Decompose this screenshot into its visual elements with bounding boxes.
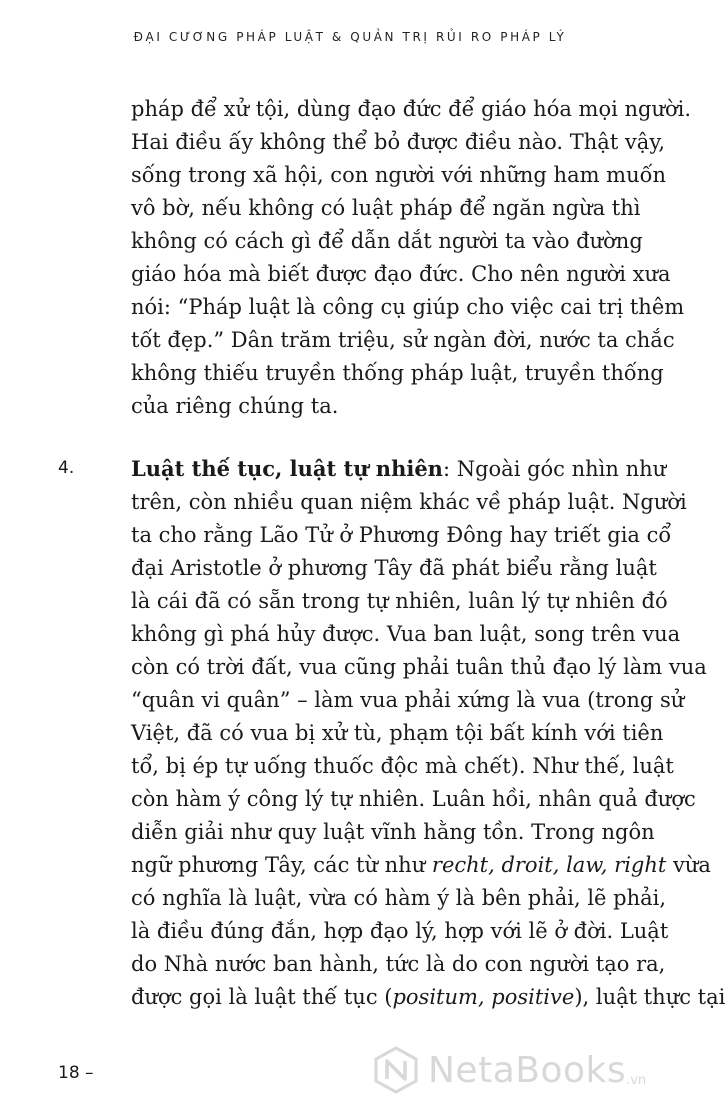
running-header: ĐẠI CƯƠNG PHÁP LUẬT & QUẢN TRỊ RỦI RO PHÁP LÝ	[133, 30, 567, 44]
paragraph-line: vô bờ, nếu không có luật pháp để ngăn ngừa thì	[131, 196, 641, 220]
section-line: có nghĩa là luật, vừa có hàm ý là bên phải, lẽ phải,	[131, 886, 667, 910]
section-line: Việt, đã có vua bị xử tù, phạm tội bất kính với tiên	[131, 721, 664, 745]
section-first-line: : Ngoài góc nhìn như	[442, 457, 667, 481]
paragraph-line: Hai điều ấy không thể bỏ được điều nào. Thật vậy,	[131, 130, 666, 154]
watermark	[372, 1040, 690, 1100]
section-line: ta cho rằng Lão Tử ở Phương Đông hay triết gia cổ	[131, 523, 672, 547]
page-number: 18 –	[58, 1063, 94, 1083]
paragraph-line: nói: “Pháp luật là công cụ giúp cho việc cai trị thêm	[131, 295, 685, 319]
paragraph-line: sống trong xã hội, con người với những ham muốn	[131, 163, 666, 187]
paragraph-line: không có cách gì để dẫn dắt người ta vào đường	[131, 229, 643, 253]
paragraph-line: của riêng chúng ta.	[131, 394, 339, 418]
section-line: là điều đúng đắn, hợp đạo lý, hợp với lẽ ở đời. Luật	[131, 919, 669, 943]
section-line-last: được gọi là luật thế tục (positum, positive), luật thực tại	[131, 985, 725, 1009]
paragraph-line: giáo hóa mà biết được đạo đức. Cho nên người xưa	[131, 262, 671, 286]
section-term: Luật thế tục, luật tự nhiên	[131, 456, 443, 481]
section-line: trên, còn nhiều quan niệm khác về pháp luật. Người	[131, 490, 687, 514]
paragraph-line: không thiếu truyền thống pháp luật, truyền thống	[131, 361, 664, 385]
section-line: tổ, bị ép tự uống thuốc độc mà chết). Như thế, luật	[131, 754, 674, 778]
section-4-text	[131, 452, 725, 1014]
watermark-suffix: .vn	[626, 1073, 647, 1088]
section-line-terms: ngữ phương Tây, các từ như recht, droit, law, right vừa	[131, 853, 711, 877]
paragraph-line: tốt đẹp.” Dân trăm triệu, sử ngàn đời, nước ta chắc	[131, 328, 675, 352]
section-line: còn hàm ý công lý tự nhiên. Luân hồi, nhân quả được	[131, 787, 696, 811]
paragraph-line: pháp để xử tội, dùng đạo đức để giáo hóa mọi người.	[131, 97, 692, 121]
watermark-brand: NetaBooks	[428, 1049, 627, 1091]
netabooks-logo-icon	[372, 1046, 420, 1094]
section-line: không gì phá hủy được. Vua ban luật, song trên vua	[131, 622, 681, 646]
section-line: do Nhà nước ban hành, tức là do con người tạo ra,	[131, 952, 666, 976]
section-line: là cái đã có sẵn trong tự nhiên, luân lý tự nhiên đó	[131, 589, 668, 613]
section-line: đại Aristotle ở phương Tây đã phát biểu rằng luật	[131, 556, 657, 580]
section-line: còn có trời đất, vua cũng phải tuân thủ đạo lý làm vua	[131, 655, 707, 679]
section-line: diễn giải như quy luật vĩnh hằng tồn. Trong ngôn	[131, 820, 655, 844]
section-number: 4.	[58, 458, 75, 478]
paragraph-continued	[131, 93, 692, 423]
section-line: “quân vi quân” – làm vua phải xứng là vua (trong sử	[131, 688, 685, 712]
